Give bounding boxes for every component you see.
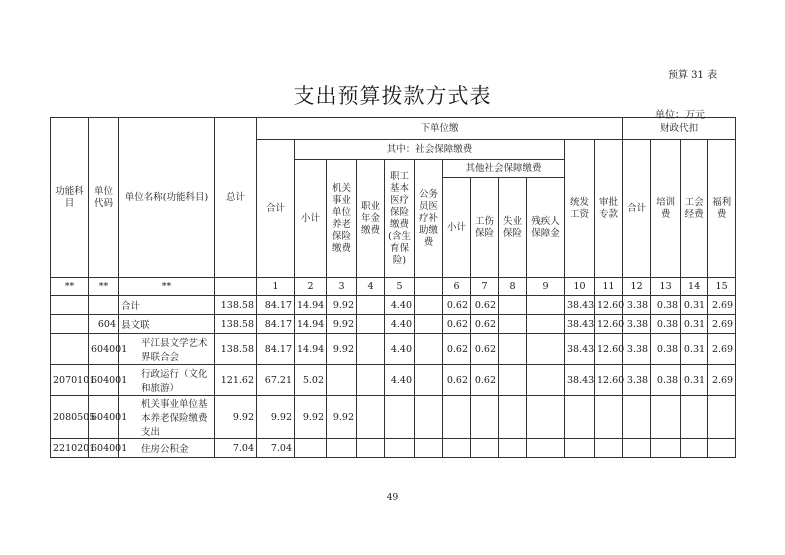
- table-cell: 14.94: [295, 334, 327, 365]
- index-cell: [215, 278, 257, 296]
- table-cell: [357, 396, 385, 439]
- table-cell: [681, 439, 708, 458]
- table-cell: [527, 396, 565, 439]
- table-cell: 604001: [89, 334, 119, 365]
- page-number: 49: [386, 493, 399, 503]
- table-cell: 0.31: [681, 296, 708, 315]
- table-cell: 604: [89, 315, 119, 334]
- header-unified-pay: 统发工资: [565, 140, 595, 278]
- table-cell: 0.31: [681, 365, 708, 396]
- table-cell: [415, 396, 443, 439]
- index-cell: 2: [295, 278, 327, 296]
- table-cell: 4.40: [385, 334, 415, 365]
- header-injury: 工伤保险: [471, 178, 499, 278]
- index-cell: 3: [327, 278, 357, 296]
- table-cell: 2.69: [708, 315, 736, 334]
- header-disability: 残疾人保障金: [527, 178, 565, 278]
- table-cell: [651, 439, 681, 458]
- index-cell: 12: [623, 278, 651, 296]
- table-cell: 4.40: [385, 296, 415, 315]
- table-cell: [415, 296, 443, 315]
- table-cell: 0.38: [651, 315, 681, 334]
- table-cell: [89, 296, 119, 315]
- table-cell: [708, 439, 736, 458]
- table-cell: [499, 396, 527, 439]
- table-cell: [357, 365, 385, 396]
- table-cell: 9.92: [215, 396, 257, 439]
- appropriation-table: [50, 117, 736, 458]
- table-cell: 2.69: [708, 334, 736, 365]
- index-cell: 7: [471, 278, 499, 296]
- table-cell: 3.38: [623, 334, 651, 365]
- header-approval: 审批专款: [595, 140, 623, 278]
- table-cell: [708, 396, 736, 439]
- header-small-total: 小计: [295, 160, 327, 278]
- table-cell: [357, 315, 385, 334]
- table-cell: [357, 439, 385, 458]
- table-cell: 38.43: [565, 296, 595, 315]
- header-total: 总计: [215, 118, 257, 278]
- table-row: [51, 365, 736, 396]
- table-cell: [51, 334, 89, 365]
- table-cell: [443, 439, 471, 458]
- index-row: [51, 278, 736, 296]
- table-cell: [443, 396, 471, 439]
- header-unemployment: 失业保险: [499, 178, 527, 278]
- table-cell: [499, 439, 527, 458]
- table-cell: 9.92: [327, 315, 357, 334]
- table-cell: 县文联: [119, 315, 215, 334]
- table-cell: [527, 439, 565, 458]
- header-unit-code: 单位代码: [89, 118, 119, 278]
- index-cell: 11: [595, 278, 623, 296]
- table-cell: 4.40: [385, 365, 415, 396]
- table-cell: [499, 296, 527, 315]
- index-cell: 15: [708, 278, 736, 296]
- table-cell: 合计: [119, 296, 215, 315]
- table-cell: [527, 334, 565, 365]
- table-cell: [595, 396, 623, 439]
- index-cell: 13: [651, 278, 681, 296]
- table-cell: [499, 315, 527, 334]
- index-cell: 5: [385, 278, 415, 296]
- table-cell: 2070101: [51, 365, 89, 396]
- table-cell: 84.17: [257, 296, 295, 315]
- header-union: 工会经费: [681, 140, 708, 278]
- index-cell: 4: [357, 278, 385, 296]
- table-cell: 0.62: [471, 296, 499, 315]
- table-cell: 0.62: [443, 315, 471, 334]
- table-cell: 12.60: [595, 334, 623, 365]
- table-row: [51, 334, 736, 365]
- table-cell: [623, 439, 651, 458]
- header-subtotal: 合计: [257, 140, 295, 278]
- header-func-code: 功能科目: [51, 118, 89, 278]
- table-cell: 0.38: [651, 334, 681, 365]
- table-cell: 9.92: [295, 396, 327, 439]
- header-unit-name: 单位名称(功能科目): [119, 118, 215, 278]
- table-cell: 0.38: [651, 365, 681, 396]
- table-cell: 0.62: [443, 334, 471, 365]
- table-cell: [385, 439, 415, 458]
- table-cell: 67.21: [257, 365, 295, 396]
- index-cell: **: [119, 278, 215, 296]
- table-cell: 38.43: [565, 334, 595, 365]
- table-cell: 0.62: [471, 315, 499, 334]
- table-cell: 138.58: [215, 334, 257, 365]
- table-cell: 7.04: [257, 439, 295, 458]
- header-other-small: 小计: [443, 178, 471, 278]
- table-cell: [565, 439, 595, 458]
- table-cell: 604001: [89, 396, 119, 439]
- table-cell: 7.04: [215, 439, 257, 458]
- table-cell: 14.94: [295, 296, 327, 315]
- table-row: [51, 396, 736, 439]
- table-cell: 0.38: [651, 296, 681, 315]
- table-cell: [415, 365, 443, 396]
- header-other-ss: 其他社会保障缴费: [443, 160, 565, 178]
- table-cell: [415, 315, 443, 334]
- page-title: 支出预算拨款方式表: [293, 84, 492, 108]
- table-cell: 0.62: [471, 334, 499, 365]
- table-cell: 0.31: [681, 334, 708, 365]
- table-cell: 3.38: [623, 365, 651, 396]
- table-cell: 138.58: [215, 296, 257, 315]
- index-cell: **: [89, 278, 119, 296]
- table-cell: [565, 396, 595, 439]
- table-cell: 84.17: [257, 315, 295, 334]
- table-cell: 9.92: [327, 296, 357, 315]
- header-fin-total: 合计: [623, 140, 651, 278]
- table-cell: [51, 315, 89, 334]
- index-cell: 14: [681, 278, 708, 296]
- index-cell: 8: [499, 278, 527, 296]
- table-cell: [51, 296, 89, 315]
- table-cell: [385, 396, 415, 439]
- table-cell: 4.40: [385, 315, 415, 334]
- table-cell: 604001: [89, 439, 119, 458]
- table-cell: [415, 334, 443, 365]
- header-pension: 机关事业单位养老保险缴费: [327, 160, 357, 278]
- table-cell: [327, 365, 357, 396]
- table-cell: [651, 396, 681, 439]
- table-cell: [295, 439, 327, 458]
- table-cell: 2210201: [51, 439, 89, 458]
- table-cell: [527, 365, 565, 396]
- table-cell: 12.60: [595, 315, 623, 334]
- table-cell: 5.02: [295, 365, 327, 396]
- table-cell: 0.62: [471, 365, 499, 396]
- table-cell: 38.43: [565, 315, 595, 334]
- table-cell: 9.92: [257, 396, 295, 439]
- table-cell: [527, 315, 565, 334]
- header-welfare: 福利费: [708, 140, 736, 278]
- table-cell: [357, 334, 385, 365]
- table-cell: [527, 296, 565, 315]
- table-cell: 2.69: [708, 365, 736, 396]
- header-annuity: 职业年金缴费: [357, 160, 385, 278]
- unit-label: 单位：万元: [655, 110, 705, 121]
- header-finance-deduct: 财政代扣: [623, 118, 736, 140]
- table-cell: 0.62: [443, 365, 471, 396]
- table-cell: 84.17: [257, 334, 295, 365]
- table-header: [51, 118, 736, 278]
- table-cell: 9.92: [327, 396, 357, 439]
- header-social-security: 其中：社会保障缴费: [295, 140, 565, 160]
- table-cell: 12.60: [595, 365, 623, 396]
- table-cell: [415, 439, 443, 458]
- header-training: 培训费: [651, 140, 681, 278]
- table-body: [51, 296, 736, 458]
- table-cell: [681, 396, 708, 439]
- header-lower-unit-pay: 下单位缴: [257, 118, 623, 140]
- table-cell: [499, 365, 527, 396]
- table-cell: [499, 334, 527, 365]
- table-cell: 38.43: [565, 365, 595, 396]
- index-cell: [415, 278, 443, 296]
- table-cell: 3.38: [623, 315, 651, 334]
- header-civil-medical: 公务员医疗补助缴费: [415, 160, 443, 278]
- table-cell: 3.38: [623, 296, 651, 315]
- table-cell: 2.69: [708, 296, 736, 315]
- table-cell: 住房公积金: [119, 439, 215, 458]
- table-cell: 604001: [89, 365, 119, 396]
- table-cell: [327, 439, 357, 458]
- table-cell: 机关事业单位基本养老保险缴费支出: [119, 396, 215, 439]
- table-cell: 0.62: [443, 296, 471, 315]
- table-cell: [471, 396, 499, 439]
- table-cell: 14.94: [295, 315, 327, 334]
- table-cell: 平江县文学艺术界联合会: [119, 334, 215, 365]
- table-cell: [595, 439, 623, 458]
- table-row: [51, 315, 736, 334]
- table-cell: [357, 296, 385, 315]
- table-cell: 0.31: [681, 315, 708, 334]
- header-medical: 职工基本医疗保险缴费(含生育保险): [385, 160, 415, 278]
- table-row: [51, 439, 736, 458]
- table-cell: 138.58: [215, 315, 257, 334]
- table-cell: 行政运行（文化和旅游）: [119, 365, 215, 396]
- table-cell: 12.60: [595, 296, 623, 315]
- index-cell: 9: [527, 278, 565, 296]
- index-cell: 1: [257, 278, 295, 296]
- index-cell: **: [51, 278, 89, 296]
- table-row: [51, 296, 736, 315]
- index-cell: 6: [443, 278, 471, 296]
- table-cell: [471, 439, 499, 458]
- form-number: 预算 31 表: [668, 70, 718, 81]
- table-cell: 121.62: [215, 365, 257, 396]
- index-cell: 10: [565, 278, 595, 296]
- table-cell: 9.92: [327, 334, 357, 365]
- table-cell: 2080505: [51, 396, 89, 439]
- table-cell: [623, 396, 651, 439]
